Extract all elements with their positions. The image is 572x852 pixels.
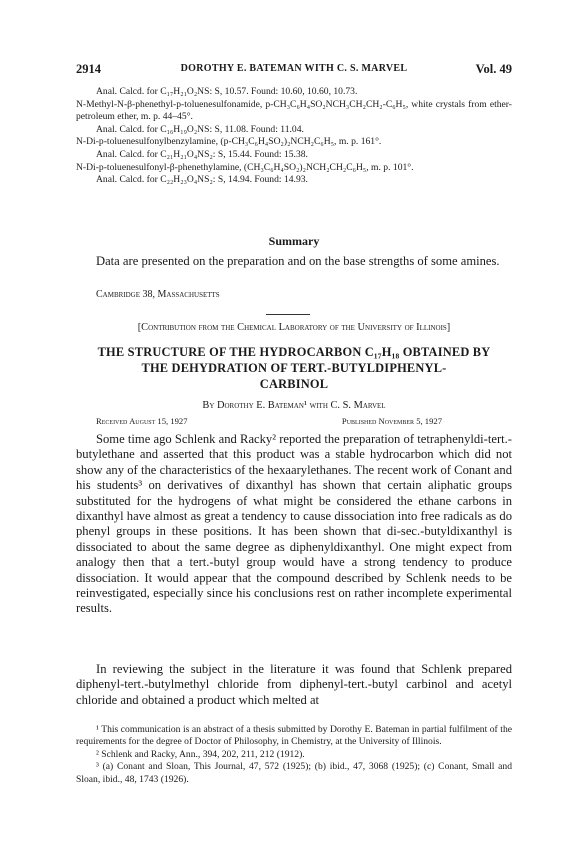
body-paragraph: In reviewing the subject in the literature it was found that Schlenk prepared diphenyl-tert.-butylmethyl chloride from diphenyl-tert.-butyl carbinol and acetyl chloride and obtained a product which melted at <box>76 662 512 707</box>
title-line: THE STRUCTURE OF THE HYDROCARBON C₁₇H₁₈ OBTAINED BY <box>97 345 491 359</box>
title-line: THE DEHYDRATION OF TERT.-BUTYLDIPHENYL- <box>141 361 447 375</box>
analyses-block <box>76 86 512 187</box>
compound-line: N-Methyl-N-β-phenethyl-p-toluenesulfonamide, p-CH₃C₆H₄SO₂NCH₃CH₂CH₂-C₆H₅, white crystals from ether-petroleum ether, m. p. 44–45°. <box>76 98 512 123</box>
running-header <box>76 62 512 78</box>
byline: By Dorothy E. Bateman¹ with C. S. Marvel <box>202 400 386 411</box>
title-line: CARBINOL <box>259 377 329 391</box>
article-title <box>76 344 512 392</box>
compound-line: N-Di-p-toluenesulfonylbenzylamine, (p-CH₃C₆H₄SO₂)₂NCH₂C₆H₅, m. p. 161°. <box>76 136 382 148</box>
compound-line: N-Di-p-toluenesulfonyl-β-phenethylamine, (CH₃C₆H₄SO₂)₂NCH₂CH₂C₆H₅, m. p. 101°. <box>76 161 414 173</box>
page-number: 2914 <box>76 62 101 76</box>
received-date: Received August 15, 1927 <box>96 416 188 426</box>
date-line <box>76 416 512 426</box>
volume-label: Vol. 49 <box>475 62 512 76</box>
summary-text: Data are presented on the preparation and on the base strengths of some amines. <box>96 254 500 268</box>
section-divider <box>266 314 310 315</box>
contribution-note: [Contribution from the Chemical Laboratory of the University of Illinois] <box>137 322 451 333</box>
footnote: ² Schlenk and Racky, Ann., 394, 202, 211, 212 (1912). <box>96 748 305 760</box>
footnote: ¹ This communication is an abstract of a thesis submitted by Dorothy E. Bateman in partial fulfilment of the requirements for the degree of Doctor of Philosophy, in Chemistry, at the University of Illinois. <box>76 724 512 748</box>
analysis-line: Anal. Calcd. for C₂₂H₂₃O₄NS₂: S, 14.94. Found: 14.93. <box>96 174 308 186</box>
analysis-line: Anal. Calcd. for C₁₇H₂₁O₂NS: S, 10.57. Found: 10.60, 10.60, 10.73. <box>96 86 358 97</box>
analysis-line: Anal. Calcd. for C₁₆H₁₉O₂NS: S, 11.08. Found: 11.04. <box>96 123 304 135</box>
summary-place: Cambridge 38, Massachusetts <box>96 289 220 300</box>
analysis-line: Anal. Calcd. for C₂₁H₂₁O₄NS₂: S, 15.44. Found: 15.38. <box>96 148 308 160</box>
running-head-authors: DOROTHY E. BATEMAN WITH C. S. MARVEL <box>180 63 408 74</box>
published-date: Published November 5, 1927 <box>341 416 442 426</box>
body-paragraph: Some time ago Schlenk and Racky² reported the preparation of tetraphenyldi-tert.-butylethane and asserted that this product was a stable hydrocarbon which did not show any of the characteristics of the hexaarylethanes. The recent work of Conant and his students³ on derivatives of dixanthyl has shown that certain aliphatic groups substituted for the hydrogens of what might be considered the ethane carbons in dixanthyl have almost as great a tendency to cause dissociation into free radicals as do phenyl groups in these positions. It has been shown that di-sec.-butyldixanthyl is dissociated to about the same degree as diphenyldixanthyl. One might expect from analogy then that a tert.-butyl group would have a strong tendency to produce dissociation. It would appear that the compound described by Schlenk needs to be reinvestigated, especially since his conclusions rest on rather incomplete experimental results. <box>76 432 512 616</box>
footnote: ³ (a) Conant and Sloan, This Journal, 47, 572 (1925); (b) ibid., 47, 3068 (1925); (c) Conant, Small and Sloan, ibid., 48, 1743 (1926). <box>76 761 512 785</box>
summary-heading: Summary <box>268 234 320 248</box>
footnotes <box>76 724 512 786</box>
